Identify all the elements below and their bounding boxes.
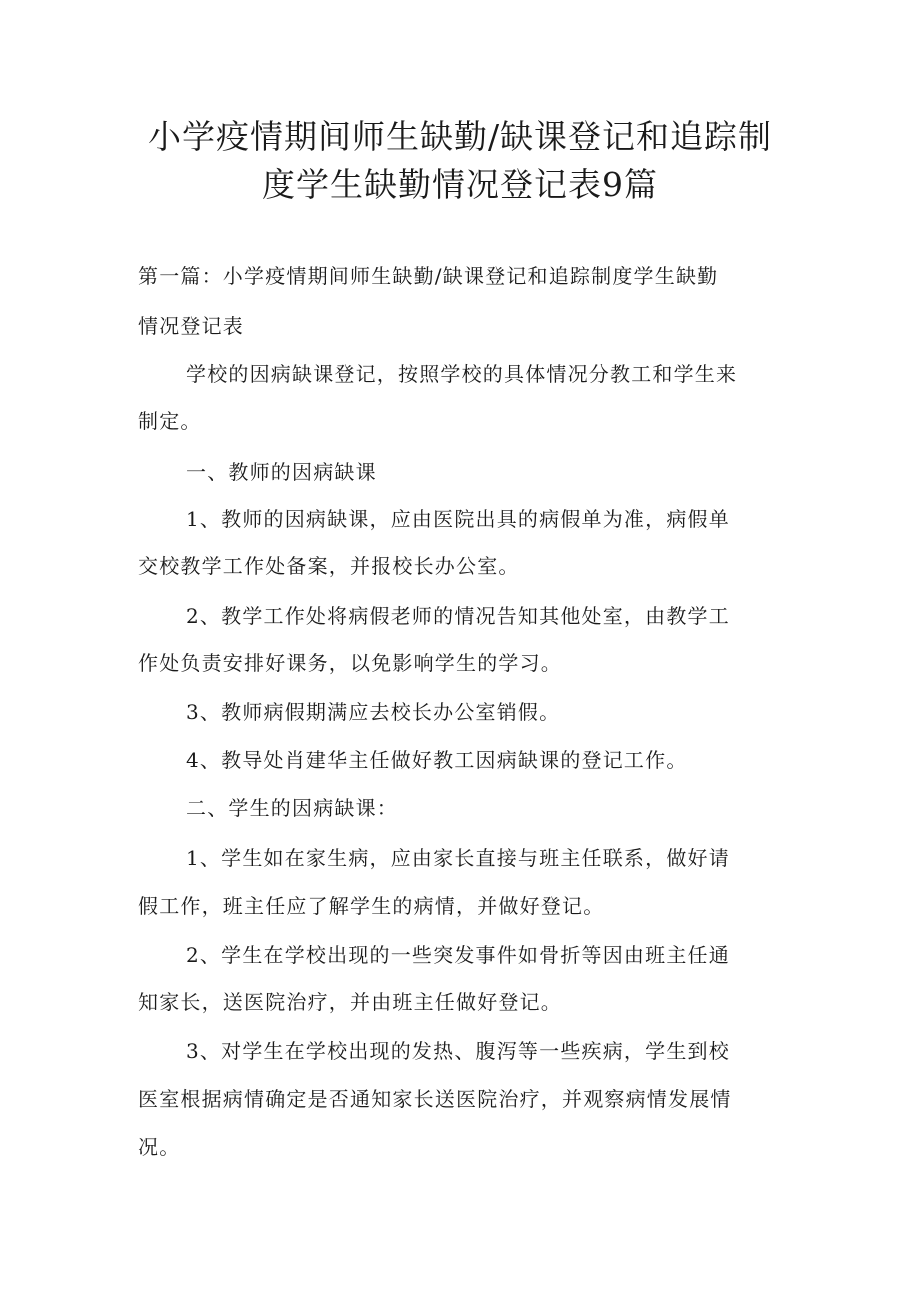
section-2-item-2-line-1: 2、学生在学校出现的一些突发事件如骨折等因由班主任通	[186, 943, 730, 967]
intro-paragraph-line-1: 学校的因病缺课登记，按照学校的具体情况分教工和学生来	[186, 362, 738, 386]
chapter-heading-line-1: 第一篇：小学疫情期间师生缺勤/缺课登记和追踪制度学生缺勤	[138, 264, 719, 288]
section-1-item-1-line-2: 交校教学工作处备案，并报校长办公室。	[138, 554, 520, 578]
document-title-line-1: 小学疫情期间师生缺勤/缺课登记和追踪制	[147, 117, 773, 156]
section-2-item-2-line-2: 知家长，送医院治疗，并由班主任做好登记。	[138, 990, 562, 1014]
section-2-item-3-line-3: 况。	[138, 1135, 181, 1159]
intro-paragraph-line-2: 制定。	[138, 409, 202, 433]
section-2-item-3-line-2: 医室根据病情确定是否通知家长送医院治疗，并观察病情发展情	[138, 1087, 732, 1111]
document-title-line-2: 度学生缺勤情况登记表9篇	[262, 165, 658, 204]
section-1-heading: 一、教师的因病缺课	[186, 460, 377, 484]
section-2-heading: 二、学生的因病缺课：	[186, 796, 398, 820]
section-1-item-3: 3、教师病假期满应去校长办公室销假。	[186, 700, 561, 724]
section-1-item-1-line-1: 1、教师的因病缺课，应由医院出具的病假单为准，病假单	[186, 507, 730, 531]
section-2-item-3-line-1: 3、对学生在学校出现的发热、腹泻等一些疾病，学生到校	[186, 1039, 730, 1063]
section-1-item-2-line-2: 作处负责安排好课务，以免影响学生的学习。	[138, 651, 562, 675]
chapter-heading-line-2: 情况登记表	[138, 314, 244, 338]
section-1-item-4: 4、教导处肖建华主任做好教工因病缺课的登记工作。	[186, 748, 688, 772]
section-2-item-1-line-2: 假工作，班主任应了解学生的病情，并做好登记。	[138, 894, 605, 918]
section-2-item-1-line-1: 1、学生如在家生病，应由家长直接与班主任联系，做好请	[186, 846, 730, 870]
section-1-item-2-line-1: 2、教学工作处将病假老师的情况告知其他处室，由教学工	[186, 604, 730, 628]
